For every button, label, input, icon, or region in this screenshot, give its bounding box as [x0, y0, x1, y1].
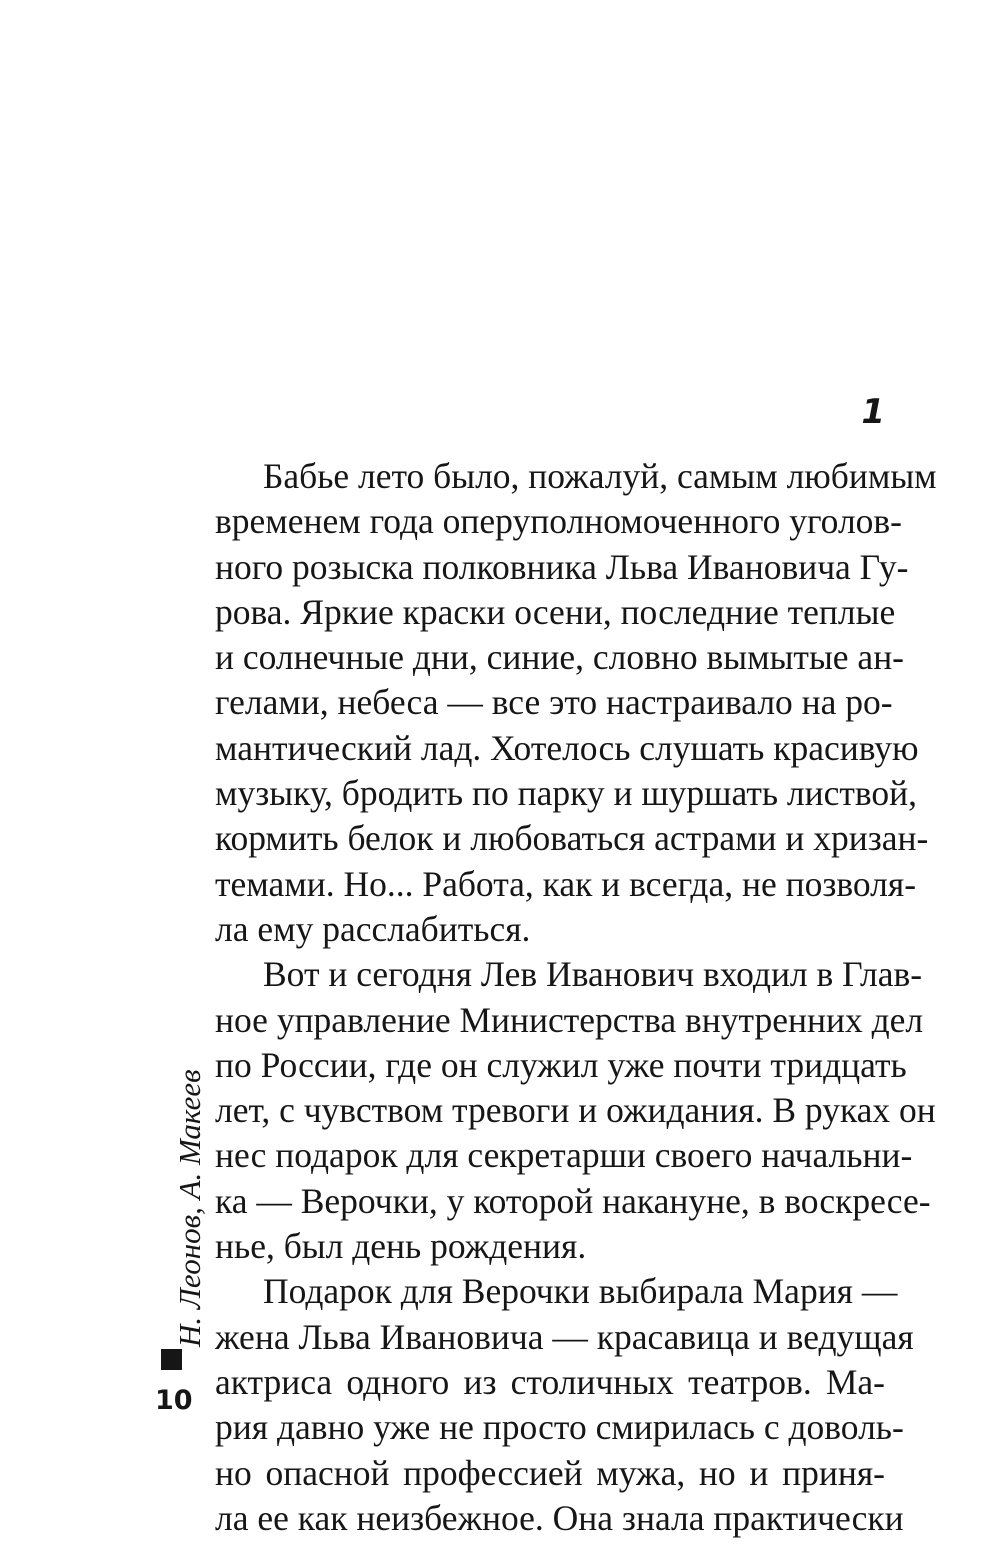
text-line: мантический лад. Хотелось слушать красивую [215, 727, 919, 768]
text-line: нье, был день рождения. [215, 1226, 587, 1267]
running-head-authors: Н. Леонов, А. Макеев [172, 1069, 207, 1347]
text-line: ного розыска полковника Льва Ивановича Гу- [215, 546, 909, 587]
text-line: темами. Но... Работа, как и всегда, не позволя- [215, 863, 917, 904]
text-line: и солнечные дни, синие, словно вымытые ан- [215, 637, 905, 678]
text-line: Подарок для Верочки выбирала Мария — [263, 1271, 898, 1312]
text-line: рия давно уже не просто смирилась с доволь- [215, 1407, 904, 1448]
text-line: ное управление Министерства внутренних дел [215, 999, 924, 1040]
text-line: Бабье лето было, пожалуй, самым любимым [263, 456, 937, 496]
text-line: но опасной профессией мужа, но и приня- [215, 1452, 885, 1493]
text-line: музыку, бродить по парку и шуршать листвой, [215, 773, 918, 814]
page-number: 10 [155, 1385, 193, 1416]
text-line: по России, где он служил уже почти тридцать [215, 1044, 907, 1085]
text-line: жена Льва Ивановича — красавица и ведущая [215, 1316, 914, 1357]
text-line: нес подарок для секретарши своего начальни- [215, 1135, 913, 1176]
chapter-number: 1 [861, 392, 885, 432]
text-line: лет, с чувством тревоги и ожидания. В руках он [215, 1090, 936, 1131]
text-line: Вот и сегодня Лев Иванович входил в Глав- [263, 954, 923, 995]
text-line: временем года оперуполномоченного уголов- [215, 501, 902, 542]
text-line: гелами, небеса — все это настраивало на ро- [215, 682, 893, 723]
text-line: ла ему расслабиться. [215, 908, 531, 949]
body-text [215, 454, 937, 1541]
text-line: актриса одного из столичных театров. Ма- [215, 1361, 885, 1402]
text-line: рова. Яркие краски осени, последние теплые [215, 591, 896, 632]
text-line: кормить белок и любоваться астрами и хризан- [215, 818, 929, 859]
text-line: ка — Верочки, у которой накануне, в воскресе- [215, 1180, 931, 1221]
square-marker-icon [161, 1349, 182, 1370]
text-line: ла ее как неизбежное. Она знала практически [215, 1497, 904, 1538]
